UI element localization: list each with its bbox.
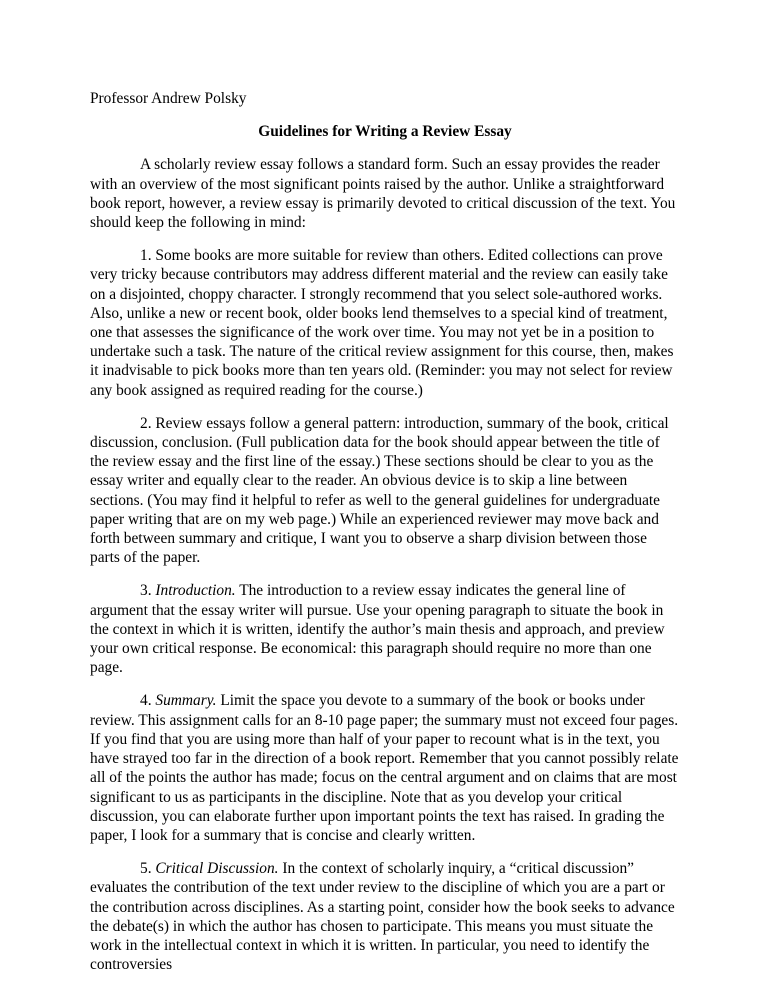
author-line: Professor Andrew Polsky (90, 90, 247, 107)
item-heading: Introduction. (155, 582, 236, 600)
intro-paragraph: A scholarly review essay follows a standard form. Such an essay provides the reader with an overview of the most significant points raised by the author. Unlike a straightforward book report, however, a review essay is primarily devoted to critical discussion of the text. You should keep the following in mind: (90, 156, 676, 232)
document-content (90, 89, 680, 974)
item-heading: Critical Discussion. (155, 860, 279, 878)
item-body: Limit the space you devote to a summary of the book or books under review. This assignment calls for an 8-10 page paper; the summary must not exceed four pages. If you find that you are using more than half of your paper to recount what is in the text, you have strayed too far in the direction of a book report. Remember that you cannot possibly relate all of the points the author has made; focus on the central argument and on claims that are most significant to us as participants in the discipline. Note that as you develop your critical discussion, you can elaborate further upon important points the text has raised. In grading the paper, I look for a summary that is concise and clearly written. (90, 692, 679, 844)
guideline-item-3 (90, 581, 680, 677)
item-body: Edited collections can prove very tricky because contributors may address different material and the review can easily take on a disjointed, choppy character. I strongly recommend that you select sole-authored works. Also, unlike a new or recent book, older books lend themselves to a special kind of treatment, one that assesses the significance of the work over time. You may not yet be in a position to undertake such a task. The nature of the critical review assignment for this course, then, makes it inadvisable to pick books more than ten years old. (Reminder: you may not select for review any book assigned as required reading for the course.) (90, 247, 674, 399)
guideline-item-1 (90, 246, 680, 400)
item-lead: 3. (140, 582, 156, 600)
item-body: In the context of scholarly inquiry, a “critical discussion” evaluates the contribution of the text under review to the discipline of which you are a part or the contribution across disciplines. As a starting point, consider how the book seeks to advance the debate(s) in which the author has chosen to participate. This means you must situate the work in the intellectual context in which it is written. In particular, you need to identify the controversies (90, 860, 675, 974)
guideline-item-5 (90, 859, 680, 974)
item-lead: 1. Some books are more suitable for review than others. (140, 247, 485, 265)
item-lead: 5. (140, 860, 156, 878)
item-body: The introduction to a review essay indicates the general line of argument that the essay writer will pursue. Use your opening paragraph to situate the book in the context in which it is written, identify the author’s main thesis and approach, and preview your own critical response. Be economical: this paragraph should require no more than one page. (90, 582, 665, 677)
item-heading: Summary. (155, 692, 217, 710)
guideline-item-2 (90, 414, 680, 568)
item-body: introduction, summary of the book, critical discussion, conclusion. (Full publication data for the book should appear between the title of the review essay and the first line of the essay.) These sections should be clear to you as the essay writer and equally clear to the reader. An obvious device is to skip a line between sections. (You may find it helpful to refer as well to the general guidelines for undergraduate paper writing that are on my web page.) While an experienced reviewer may move back and forth between summary and critique, I want you to observe a sharp division between those parts of the paper. (90, 414, 669, 567)
item-lead: 2. Review essays follow a general pattern: (140, 414, 401, 432)
item-lead: 4. (140, 692, 156, 710)
document-title: Guidelines for Writing a Review Essay (258, 123, 512, 141)
guideline-item-4 (90, 691, 680, 845)
